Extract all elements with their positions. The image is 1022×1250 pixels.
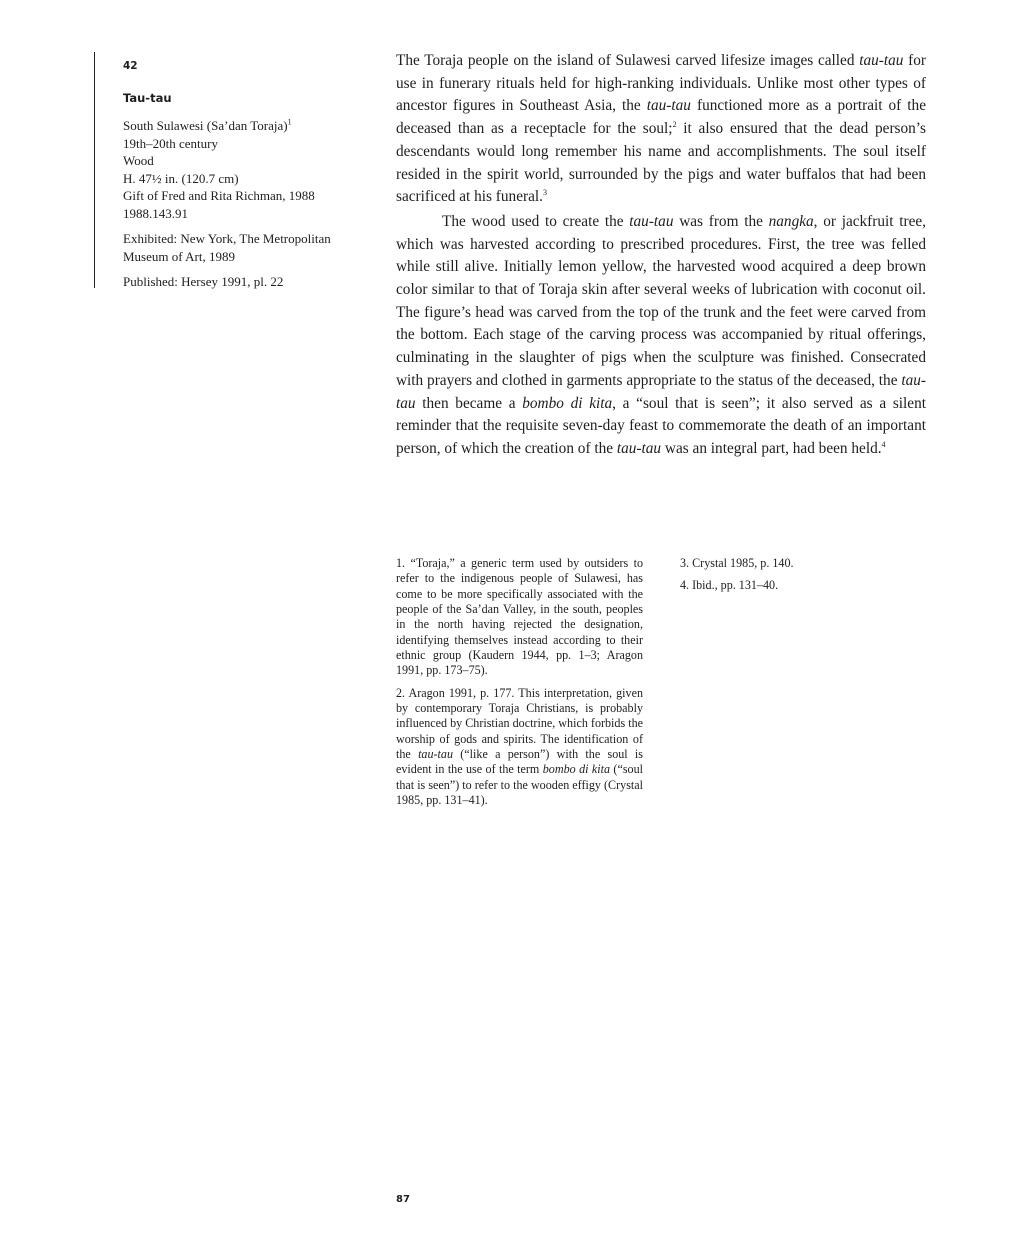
italic-term: tau-tau	[396, 371, 926, 412]
text-run: (“like a person”) with the soul is evident in the use of the term	[396, 747, 643, 777]
catalog-title: Tau-tau	[123, 90, 172, 105]
italic-term: tau-tau	[646, 97, 691, 115]
text-run: The wood used to create the	[442, 212, 630, 230]
catalog-exhibited-line-2: Museum of Art, 1989	[123, 248, 235, 264]
catalog-published: Published: Hersey 1991, pl. 22	[123, 274, 284, 289]
text-run: was an integral part, had been held.	[661, 439, 882, 457]
text-run: The Toraja people on the island of Sulawesi carved lifesize images called	[396, 52, 860, 69]
footnote-ref-4: 4	[881, 439, 886, 449]
footnote-ref-2: 2	[672, 120, 677, 130]
page-number: 87	[396, 1194, 410, 1205]
text-run: for use in funerary rituals held for high-ranking individuals. Unlike most other types of ancestor figures in Southeast Asia, the	[396, 52, 926, 115]
italic-term: bombo di kita	[522, 394, 613, 412]
catalog-location-text: South Sulawesi (Sa’dan Toraja)	[123, 118, 288, 133]
catalog-details	[123, 117, 363, 222]
footnote-3: 3. Crystal 1985, p. 140.	[680, 556, 794, 570]
text-run: then became a	[415, 394, 523, 412]
footnote-ref-1: 1	[287, 117, 292, 127]
text-run: , a “soul that is seen”; it also served as a silent reminder that the requisite seven-day feast to commemorate the death of an important person, of which the creation of the	[396, 394, 926, 457]
catalog-number: 42	[123, 60, 138, 72]
catalog-medium: Wood	[123, 153, 154, 168]
text-run: (“soul that is seen”) to refer to the wooden effigy (Crystal 1985, pp. 131–41).	[396, 762, 643, 808]
essay-body	[396, 50, 926, 461]
catalog-entry	[123, 58, 363, 291]
footnote-1: 1. “Toraja,” a generic term used by outsiders to refer to the indigenous people of Sulawesi, has come to be more specifically associated with the people of the Sa’dan Valley, in the south, peoples in the north having rejected the designation, identifying themselves instead according to their ethnic group (Kaudern 1944, pp. 1–3; Aragon 1991, pp. 173–75).	[396, 556, 643, 678]
footnotes-right-column	[680, 556, 927, 601]
italic-term: tau-tau	[418, 747, 453, 762]
catalog-date: 19th–20th century	[123, 135, 218, 151]
catalog-exhibited	[123, 230, 363, 265]
footnotes-left-column	[396, 556, 643, 816]
essay-paragraph-2	[396, 211, 926, 461]
catalog-dimensions: H. 47½ in. (120.7 cm)	[123, 170, 239, 186]
italic-term: tau-tau	[616, 439, 662, 457]
text-run: was from the	[673, 212, 769, 230]
footnote-4: 4. Ibid., pp. 131–40.	[680, 578, 779, 593]
italic-term: tau-tau	[859, 52, 904, 69]
sidebar-rule	[94, 52, 95, 288]
italic-term: tau-tau	[629, 212, 674, 230]
italic-term: nangka	[768, 212, 814, 230]
italic-term: bombo di kita	[542, 762, 611, 777]
essay-paragraph-1	[396, 50, 926, 209]
catalog-location	[123, 117, 363, 135]
catalog-exhibited-line-1: Exhibited: New York, The Metropolitan	[123, 231, 331, 246]
footnote-ref-3: 3	[542, 188, 547, 198]
text-run: 2. Aragon 1991, p. 177. This interpretation, given by contemporary Toraja Christians, is probably influenced by Christian doctrine, which forbids the worship of gods and spirits. The identification of the	[396, 685, 643, 762]
text-run: it also ensured that the dead person’s descendants would long remember his name and accomplishments. The soul itself resided in the spirit world, surrounded by the pigs and water buffalos that had been sacrificed at his funeral.	[396, 120, 926, 206]
footnote-2	[396, 686, 643, 809]
text-run: , or jackfruit tree, which was harvested according to prescribed procedures. First, the tree was felled while still alive. Initially lemon yellow, the harvested wood acquired a deep brown color similar to that of Toraja skin after several weeks of lubrication with coconut oil. The figure’s head was carved from the top of the trunk and the feet were carved from the bottom. Each stage of the carving process was accompanied by ritual offerings, culminating in the slaughter of pigs when the sculpture was finished. Consecrated with prayers and clothed in garments appropriate to the status of the deceased, the	[396, 212, 926, 389]
text-run: functioned more as a portrait of the deceased than as a receptacle for the soul;	[396, 97, 926, 138]
catalog-accession: 1988.143.91	[123, 205, 188, 221]
catalog-credit: Gift of Fred and Rita Richman, 1988	[123, 188, 315, 203]
